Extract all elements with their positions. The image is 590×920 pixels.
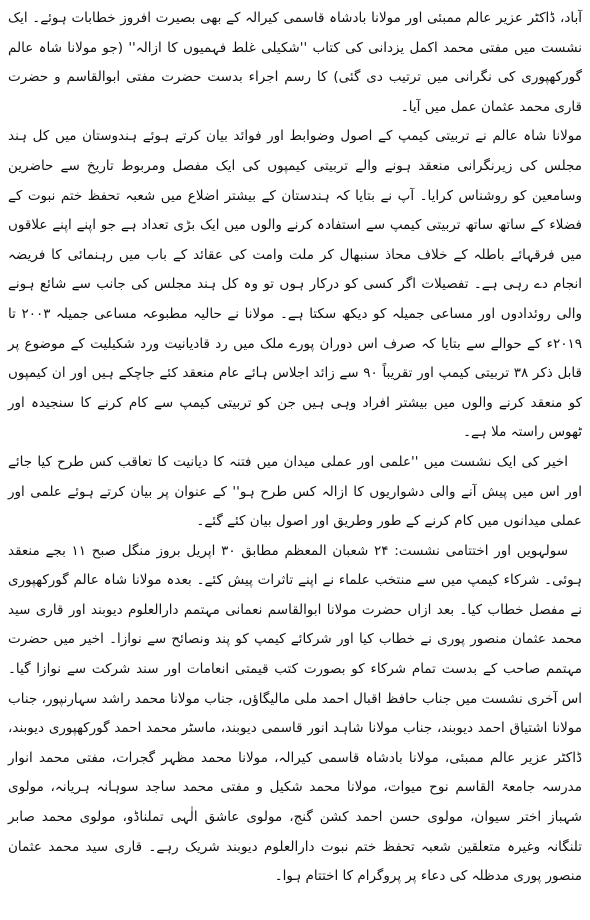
article-paragraph-1: آباد، ڈاکٹر عزیر عالم ممبئی اور مولانا بادشاہ قاسمی کیرالہ کے بھی بصیرت افروز خطابات ہوئے۔ ایک نشست میں مفتی محمد اکمل یزدانی کی کتاب ''شکیلی غلط فہمیوں کا ازالہ'' (جو مولانا شاہ عالم گورکھپوری کی نگرانی میں ترتیب دی گئی) کا رسم اجراء بدست حضرت مفتی ابوالقاسم و حضرت قاری محمد عثمان عمل میں آیا۔ — [8, 10, 582, 115]
article-paragraph-3: اخیر کی ایک نشست میں ''علمی اور عملی میدان میں فتنہ کا دیانیت کا تعاقب کس طرح کیا جائے اور اس میں پیش آنے والی دشواریوں کا ازالہ کس طرح ہو'' کے عنوان پر بیان کرتے ہوئے علمی اور عملی میدانوں میں کام کرنے کے طور وطریق اور اصول بیان کئے گئے۔ — [8, 453, 582, 530]
article-paragraph-2: مولانا شاہ عالم نے تربیتی کیمپ کے اصول وضوابط اور فوائد بیان کرتے ہوئے ہندوستان میں کل ہند مجلس کی زیرنگرانی منعقد ہونے والے تربیتی کیمپوں کی ایک مفصل ومربوط تاریخ سے حاضرین وسامعین کو روشناس کرایا۔ آپ نے بتایا کہ ہندستان کے بیشتر اضلاع میں شعبہ تحفظ ختم نبوت کے فضلاء کے ساتھ ساتھ تربیتی کیمپ سے استفادہ کرنے والوں میں ایک بڑی تعداد ہے جو اپنے اپنے علاقوں میں فرقہائے باطلہ کے خلاف محاذ سنبھال کر ملت وامت کی عقائد کے باب میں رہنمائی کا فریضہ انجام دے رہی ہے۔ تفصیلات اگر کسی کو درکار ہوں تو وہ کل ہند مجلس کی جانب سے شائع ہونے والی روئدادوں اور مساعی جمیلہ کو دیکھ سکتا ہے۔ مولانا نے حالیہ مطبوعہ مساعی جمیلہ ۲۰۰۳ تا ۲۰۱۹ء کے حوالے سے بتایا کہ صرف اس دوران پورے ملک میں رد قادیانیت ورد شکیلیت کے موضوع پر قابل ذکر ۳۸ تربیتی کیمپ اور تقریباً ۹۰ سے زائد اجلاس ہائے عام منعقد کئے جاچکے ہیں اور ان کیمپوں کو منعقد کرنے والوں میں بیشتر افراد وہی ہیں جن کو تربیتی کیمپ سے کام کرنے کا سنجیدہ اور ٹھوس راستہ ملا ہے۔ — [8, 128, 583, 441]
article-paragraph-4: سولہویں اور اختتامی نشست: ۲۴ شعبان المعظم مطابق ۳۰ اپریل بروز منگل صبح ۱۱ بجے منعقد ہوئی۔ شرکاء کیمپ میں سے منتخب علماء نے اپنے تاثرات پیش کئے۔ بعدہ مولانا شاہ عالم گورکھپوری نے مفصل خطاب کیا۔ بعد ازاں حضرت مولانا ابوالقاسم نعمانی مہتمم دارالعلوم دیوبند اور قاری سید محمد عثمان منصور پوری نے خطاب کیا اور شرکائے کیمپ کو پند ونصائح سے نوازا۔ اخیر میں حضرت مہتمم صاحب کے بدست تمام شرکاء کو بصورت کتب قیمتی انعامات اور سند شرکت سے نوازا گیا۔ اس آخری نشست میں جناب حافظ اقبال احمد ملی مالیگاؤں، جناب مولانا محمد راشد سہارنپور، جناب مولانا اشتیاق احمد دیوبند، جناب مولانا شاہد انور قاسمی دیوبند، ماسٹر محمد احمد گورکھپوری دیوبند، ڈاکٹر عزیر عالم ممبئی، مولانا بادشاہ قاسمی کیرالہ، مولانا محمد مظہر گجرات، مفتی محمد انوار مدرسہ جامعۃ القاسم نوح میوات، مولانا محمد شکیل و مفتی محمد ساجد سوہانہ ہریانہ، مولوی شہباز اختر سیوان، مولوی حسن احمد کشن گنج، مولوی عاشق الٰہی تملناڈو، مولوی محمد صابر تلنگانہ وغیرہ متعلقین شعبہ تحفظ ختم نبوت دارالعلوم دیوبند شریک رہے۔ قاری سید محمد عثمان منصور پوری مدظلہ کی دعاء پر پروگرام کا اختتام ہوا۔ — [8, 542, 582, 885]
